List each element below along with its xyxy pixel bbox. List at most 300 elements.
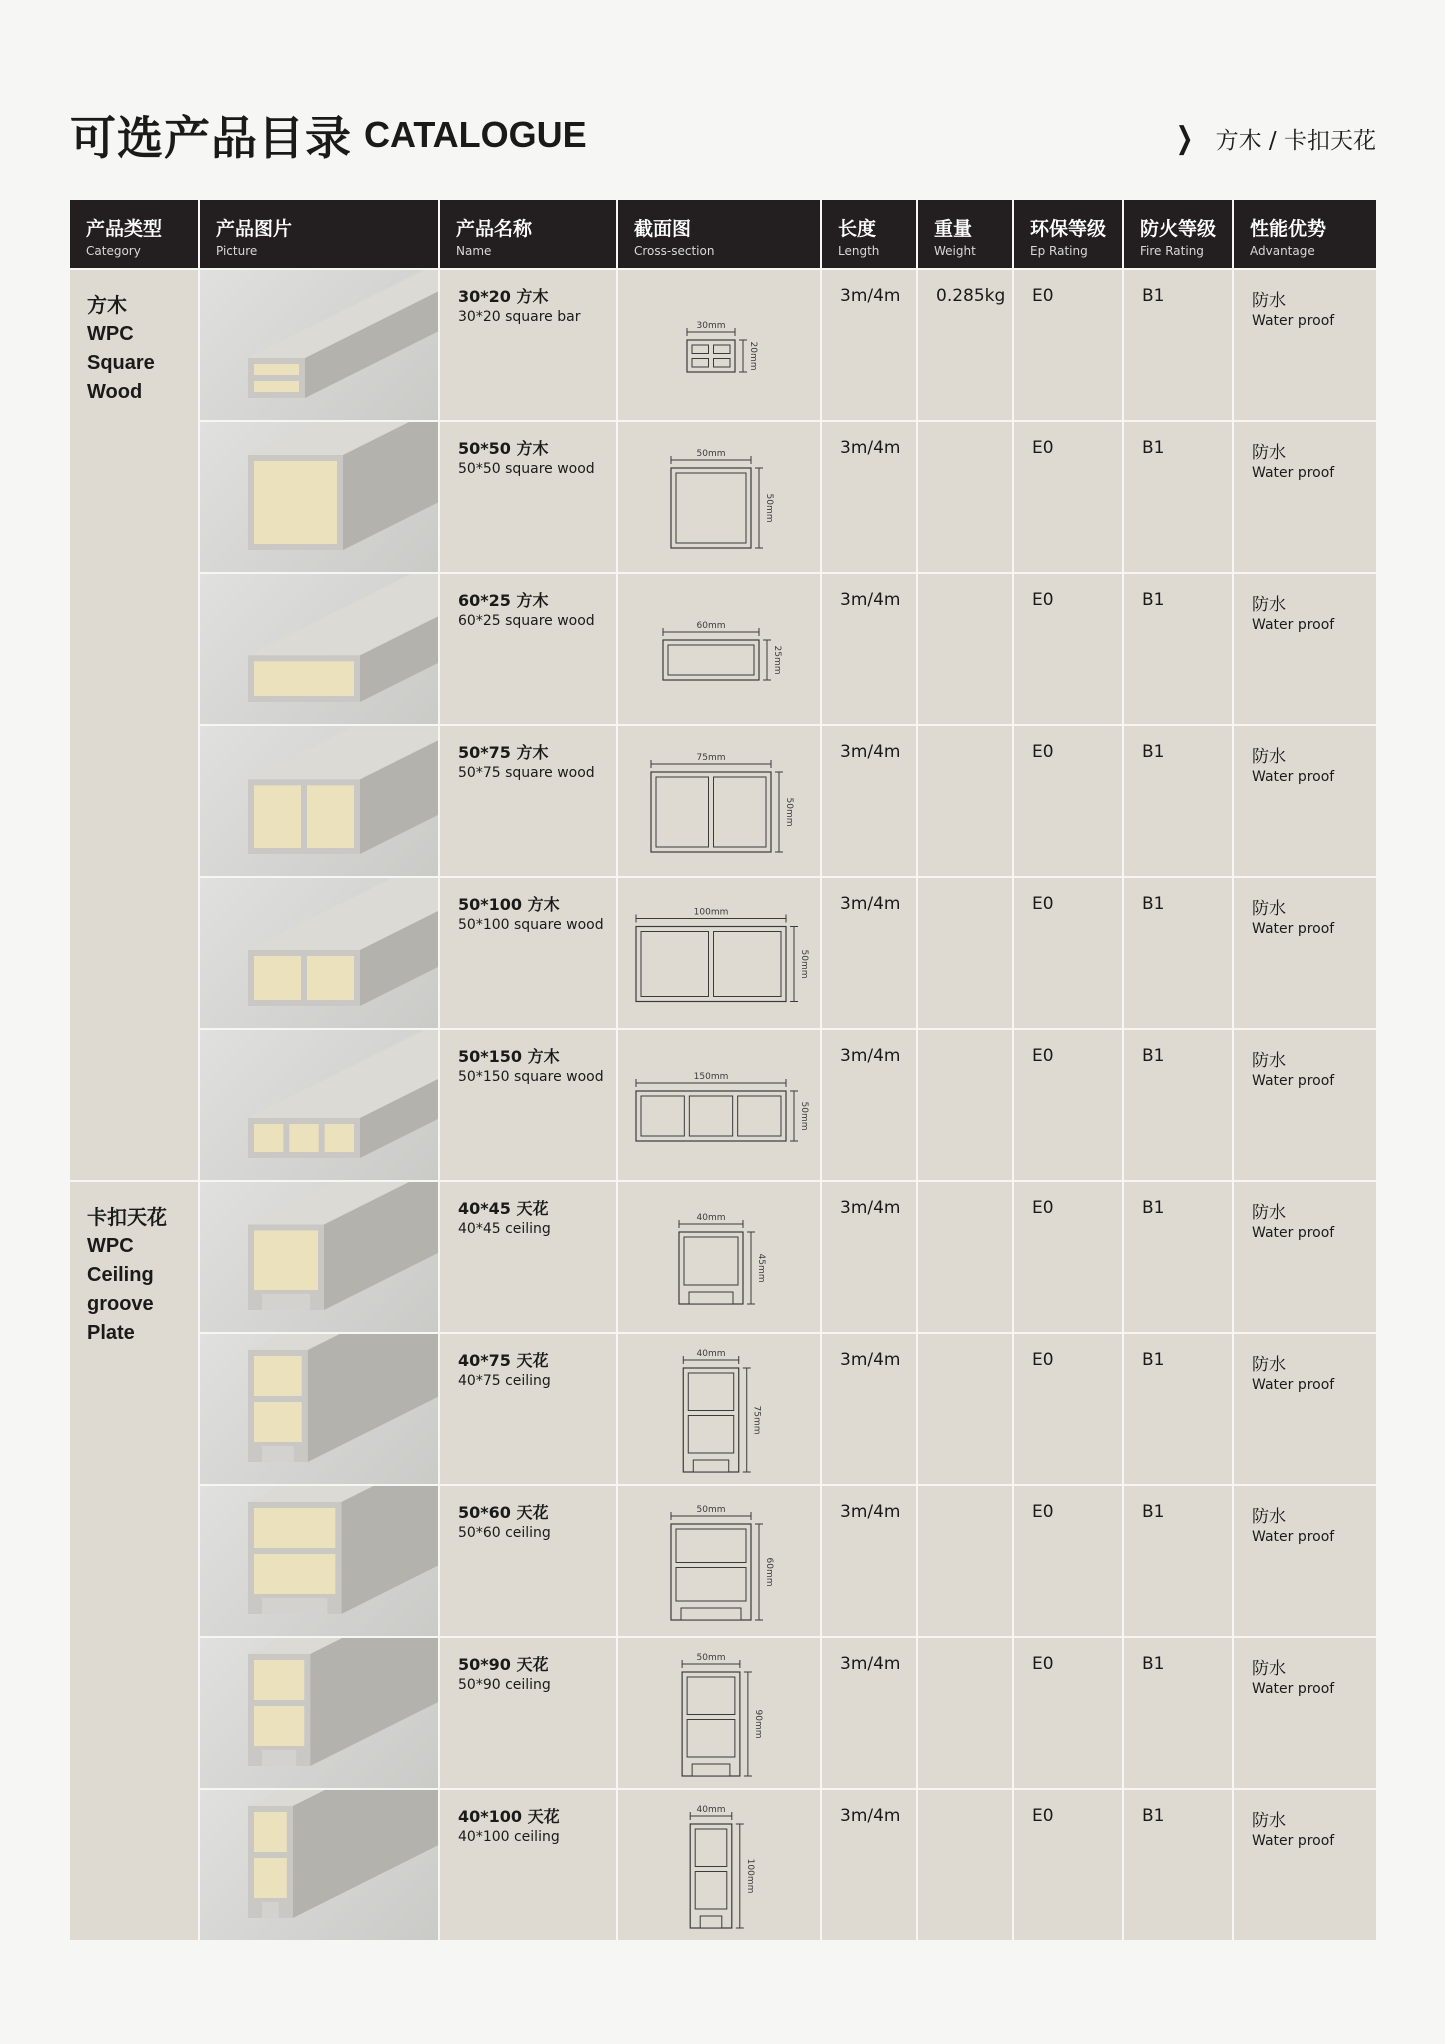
table-row — [70, 1182, 1376, 1332]
section-outline — [682, 1672, 740, 1776]
dimension-width-label: 100mm — [693, 907, 729, 918]
cross-section-cell — [618, 1790, 820, 1940]
dimension-height-label: 60mm — [764, 1557, 774, 1587]
section-hollow — [695, 1829, 727, 1867]
section-outline — [636, 927, 786, 1002]
dimension-width-label: 60mm — [696, 621, 726, 631]
product-name-cn: 50*75 方木 — [458, 743, 549, 762]
advantage-cell — [1234, 878, 1376, 1028]
length-value: 3m/4m — [822, 1486, 916, 1636]
profile-groove — [262, 1598, 327, 1614]
product-photo-0 — [200, 270, 438, 420]
ep-rating-value: E0 — [1014, 878, 1122, 1028]
profile-hollow — [254, 661, 354, 696]
profile-hollow — [254, 461, 337, 544]
product-name-en: 40*45 ceiling — [458, 1221, 551, 1237]
advantage-en: Water proof — [1252, 1377, 1335, 1393]
section-nav-label: 方木 / 卡扣天花 — [1215, 128, 1376, 154]
fire-rating-value: B1 — [1124, 1790, 1232, 1940]
weight-value — [918, 1182, 1012, 1332]
product-name-en: 30*20 square bar — [458, 309, 581, 325]
table-row — [70, 726, 1376, 876]
category-name-en: Plate — [87, 1322, 135, 1344]
ep-rating-value: E0 — [1014, 726, 1122, 876]
product-name-cn: 40*75 天花 — [458, 1351, 549, 1370]
cross-section-cell — [618, 878, 820, 1028]
catalogue-table — [70, 200, 1376, 1942]
section-groove — [693, 1460, 728, 1472]
product-name-cell — [440, 574, 616, 724]
product-picture-cell — [200, 422, 438, 572]
dimension-height-label: 45mm — [756, 1253, 766, 1283]
profile-hollow — [254, 364, 299, 375]
category-name-cn: 方木 — [87, 293, 127, 317]
advantage-cn: 防水 — [1252, 595, 1286, 615]
profile-hollow — [307, 956, 354, 1000]
product-photo-0 — [200, 1182, 438, 1332]
product-picture-cell — [200, 270, 438, 420]
ep-rating-value: E0 — [1014, 1182, 1122, 1332]
section-outline — [651, 772, 771, 852]
column-header-cn: 长度 — [838, 218, 877, 240]
table-row — [70, 1790, 1376, 1940]
table-body — [70, 268, 1376, 1942]
length-value: 3m/4m — [822, 1638, 916, 1788]
category-name-en: WPC — [87, 1235, 134, 1257]
length-value: 3m/4m — [822, 574, 916, 724]
product-picture-cell — [200, 1182, 438, 1332]
product-picture-cell — [200, 574, 438, 724]
weight-value — [918, 1030, 1012, 1180]
product-name-en: 60*25 square wood — [458, 613, 595, 629]
column-header-length — [822, 200, 916, 268]
category-name-en: groove — [87, 1293, 154, 1315]
column-header-cn: 重量 — [934, 218, 973, 240]
product-name-cn: 30*20 方木 — [458, 287, 549, 306]
weight-value — [918, 1334, 1012, 1484]
section-hollow — [714, 932, 782, 997]
chevron-right-icon: ❯ — [1176, 120, 1194, 156]
product-picture-cell — [200, 1638, 438, 1788]
cross-section-drawing-4 — [618, 878, 820, 1028]
weight-value — [918, 422, 1012, 572]
ep-rating-value: E0 — [1014, 1638, 1122, 1788]
column-divider — [916, 200, 918, 268]
product-name-cn: 50*90 天花 — [458, 1655, 549, 1674]
column-header-cross-section — [618, 200, 820, 268]
advantage-en: Water proof — [1252, 617, 1335, 633]
advantage-cn: 防水 — [1252, 747, 1286, 767]
advantage-en: Water proof — [1252, 313, 1335, 329]
section-groove — [700, 1916, 722, 1928]
dimension-width-label: 40mm — [696, 1805, 726, 1815]
cross-section-cell — [618, 1182, 820, 1332]
column-header-category — [70, 200, 198, 268]
product-photo-3 — [200, 1638, 438, 1788]
dimension-height-label: 90mm — [752, 1709, 763, 1739]
product-name-cn: 40*45 天花 — [458, 1199, 549, 1218]
cross-section-cell — [618, 422, 820, 572]
column-header-cn: 产品图片 — [216, 218, 293, 240]
advantage-cell — [1234, 1334, 1376, 1484]
table-row — [70, 1030, 1376, 1180]
product-name-cell — [440, 1486, 616, 1636]
product-photo-3 — [200, 726, 438, 876]
cross-section-drawing-5 — [618, 1030, 820, 1180]
column-header-ep-rating — [1014, 200, 1122, 268]
section-hollow — [656, 777, 709, 847]
cross-section-drawing-2 — [618, 1486, 820, 1636]
cross-section-cell — [618, 270, 820, 420]
page-title: 可选产品目录 — [70, 111, 352, 165]
advantage-cn: 防水 — [1252, 1507, 1286, 1527]
product-name-cell — [440, 1182, 616, 1332]
dimension-width-label: 30mm — [696, 321, 726, 331]
section-hollow — [738, 1096, 781, 1136]
column-header-cn: 截面图 — [634, 218, 692, 240]
table-row — [70, 1486, 1376, 1636]
product-picture-cell — [200, 1030, 438, 1180]
ep-rating-value: E0 — [1014, 422, 1122, 572]
fire-rating-value: B1 — [1124, 422, 1232, 572]
profile-hollow — [254, 1356, 302, 1396]
length-value: 3m/4m — [822, 1030, 916, 1180]
column-header-en: Name — [456, 244, 492, 258]
section-groove — [681, 1608, 741, 1620]
column-header-weight — [918, 200, 1012, 268]
cross-section-cell — [618, 574, 820, 724]
product-name-cn: 40*100 天花 — [458, 1807, 560, 1826]
length-value: 3m/4m — [822, 422, 916, 572]
profile-hollow — [254, 1124, 283, 1152]
profile-groove — [262, 1294, 310, 1310]
column-divider — [1012, 200, 1014, 268]
cross-section-cell — [618, 726, 820, 876]
cross-section-cell — [618, 1638, 820, 1788]
profile-side-face — [310, 1638, 438, 1766]
advantage-cell — [1234, 270, 1376, 420]
fire-rating-value: B1 — [1124, 878, 1232, 1028]
column-header-en: Length — [838, 244, 880, 258]
table-row — [70, 1334, 1376, 1484]
category-name-en: Wood — [87, 381, 143, 403]
length-value: 3m/4m — [822, 1182, 916, 1332]
fire-rating-value: B1 — [1124, 1030, 1232, 1180]
section-outline — [671, 1524, 751, 1620]
profile-hollow — [254, 1858, 287, 1898]
product-photo-1 — [200, 1334, 438, 1484]
advantage-cell — [1234, 726, 1376, 876]
dimension-width-label: 40mm — [696, 1349, 726, 1359]
length-value: 3m/4m — [822, 878, 916, 1028]
ep-rating-value: E0 — [1014, 1334, 1122, 1484]
fire-rating-value: B1 — [1124, 1638, 1232, 1788]
column-header-advantage — [1234, 200, 1376, 268]
column-header-cn: 性能优势 — [1250, 218, 1327, 240]
section-hollow — [641, 932, 709, 997]
dimension-width-label: 50mm — [696, 1653, 726, 1663]
profile-hollow — [254, 1706, 304, 1746]
product-name-cell — [440, 726, 616, 876]
section-hollow — [641, 1096, 684, 1136]
product-name-en: 50*60 ceiling — [458, 1525, 551, 1541]
dimension-height-label: 75mm — [751, 1405, 762, 1435]
cross-section-drawing-0 — [618, 1182, 820, 1332]
section-hollow — [695, 1872, 727, 1910]
profile-hollow — [254, 1812, 287, 1852]
dimension-height-label: 50mm — [764, 493, 774, 523]
advantage-cn: 防水 — [1252, 1659, 1286, 1679]
dimension-width-label: 50mm — [696, 449, 726, 459]
profile-hollow — [254, 1554, 335, 1594]
section-hollow — [676, 1529, 746, 1563]
column-divider — [198, 200, 200, 268]
advantage-cell — [1234, 422, 1376, 572]
dimension-height-label: 50mm — [799, 1101, 809, 1131]
product-name-cn: 60*25 方木 — [458, 591, 549, 610]
product-name-en: 50*75 square wood — [458, 765, 595, 781]
profile-side-face — [341, 1486, 438, 1614]
product-name-cell — [440, 1030, 616, 1180]
dimension-width-label: 40mm — [696, 1213, 726, 1223]
section-outline — [683, 1368, 738, 1472]
column-divider — [820, 200, 822, 268]
column-header-en: Picture — [216, 244, 258, 258]
product-photo-4 — [200, 878, 438, 1028]
product-name-en: 50*150 square wood — [458, 1069, 604, 1085]
dimension-height-label: 50mm — [799, 949, 809, 979]
advantage-en: Water proof — [1252, 1833, 1335, 1849]
section-hollow — [714, 777, 767, 847]
column-header-cn: 环保等级 — [1030, 218, 1107, 240]
product-name-cell — [440, 878, 616, 1028]
dimension-height-label: 25mm — [772, 645, 782, 675]
weight-value — [918, 1486, 1012, 1636]
product-picture-cell — [200, 1334, 438, 1484]
weight-value: 0.285kg — [918, 270, 1012, 420]
page-title-en: CATALOGUE — [364, 114, 587, 155]
product-name-en: 40*75 ceiling — [458, 1373, 551, 1389]
product-photo-2 — [200, 574, 438, 724]
profile-hollow — [254, 1660, 304, 1700]
profile-side-face — [308, 1334, 438, 1462]
section-hollow — [676, 1568, 746, 1602]
fire-rating-value: B1 — [1124, 1334, 1232, 1484]
category-name-en: Ceiling — [87, 1264, 154, 1286]
table-row — [70, 422, 1376, 572]
section-nav[interactable] — [1172, 122, 1376, 155]
column-header-en: Advantage — [1250, 244, 1315, 258]
column-header-cn: 防火等级 — [1140, 218, 1217, 240]
length-value: 3m/4m — [822, 726, 916, 876]
fire-rating-value: B1 — [1124, 1486, 1232, 1636]
advantage-cell — [1234, 1638, 1376, 1788]
product-name-en: 50*100 square wood — [458, 917, 604, 933]
advantage-en: Water proof — [1252, 1225, 1335, 1241]
ep-rating-value: E0 — [1014, 1030, 1122, 1180]
profile-hollow — [254, 1508, 335, 1548]
column-divider — [616, 200, 618, 268]
profile-hollow — [254, 381, 299, 392]
category-name-en: Square — [87, 352, 155, 374]
profile-side-face — [293, 1790, 438, 1918]
ep-rating-value: E0 — [1014, 1790, 1122, 1940]
length-value: 3m/4m — [822, 1334, 916, 1484]
advantage-en: Water proof — [1252, 465, 1335, 481]
product-name-cn: 50*150 方木 — [458, 1047, 560, 1066]
product-name-cn: 50*60 天花 — [458, 1503, 549, 1522]
product-name-en: 40*100 ceiling — [458, 1829, 560, 1845]
advantage-en: Water proof — [1252, 921, 1335, 937]
dimension-height-label: 100mm — [744, 1858, 755, 1894]
section-hollow — [676, 473, 746, 543]
product-photo-2 — [200, 1486, 438, 1636]
cross-section-drawing-3 — [618, 726, 820, 876]
cross-section-drawing-1 — [618, 1334, 820, 1484]
section-hollow — [668, 645, 754, 675]
dimension-height-label: 20mm — [748, 341, 758, 371]
profile-hollow — [289, 1124, 318, 1152]
advantage-cell — [1234, 574, 1376, 724]
profile-hollow — [307, 785, 354, 848]
dimension-width-label: 150mm — [693, 1072, 729, 1082]
section-hollow — [714, 359, 731, 368]
product-picture-cell — [200, 1790, 438, 1940]
column-header-en: Cross-section — [634, 244, 715, 258]
advantage-cn: 防水 — [1252, 1051, 1286, 1071]
product-name-en: 50*90 ceiling — [458, 1677, 551, 1693]
product-name-cell — [440, 1638, 616, 1788]
cross-section-drawing-2 — [618, 574, 820, 724]
column-header-cn: 产品名称 — [456, 218, 533, 240]
ep-rating-value: E0 — [1014, 270, 1122, 420]
product-picture-cell — [200, 1486, 438, 1636]
profile-hollow — [254, 1231, 318, 1291]
cross-section-cell — [618, 1030, 820, 1180]
profile-hollow — [254, 785, 301, 848]
section-hollow — [687, 1720, 735, 1758]
column-header-en: Category — [86, 244, 141, 258]
product-photo-1 — [200, 422, 438, 572]
profile-hollow — [254, 1402, 302, 1442]
advantage-en: Water proof — [1252, 1073, 1335, 1089]
fire-rating-value: B1 — [1124, 726, 1232, 876]
advantage-cn: 防水 — [1252, 899, 1286, 919]
section-hollow — [688, 1373, 733, 1411]
length-value: 3m/4m — [822, 1790, 916, 1940]
section-hollow — [689, 1096, 732, 1136]
column-divider — [1122, 200, 1124, 268]
advantage-cn: 防水 — [1252, 291, 1286, 311]
column-divider — [438, 200, 440, 268]
product-photo-4 — [200, 1790, 438, 1940]
section-hollow — [692, 359, 709, 368]
profile-groove — [262, 1446, 294, 1462]
profile-groove — [262, 1750, 296, 1766]
column-header-picture — [200, 200, 438, 268]
weight-value — [918, 726, 1012, 876]
table-row — [70, 878, 1376, 1028]
section-groove — [692, 1764, 730, 1776]
fire-rating-value: B1 — [1124, 574, 1232, 724]
product-picture-cell — [200, 878, 438, 1028]
column-header-fire-rating — [1124, 200, 1232, 268]
dimension-width-label: 50mm — [696, 1505, 726, 1515]
advantage-cell — [1234, 1486, 1376, 1636]
advantage-cn: 防水 — [1252, 1355, 1286, 1375]
category-name-en: WPC — [87, 323, 134, 345]
table-row — [70, 270, 1376, 420]
cross-section-drawing-0 — [618, 270, 820, 420]
cross-section-drawing-1 — [618, 422, 820, 572]
section-hollow — [688, 1416, 733, 1454]
column-header-en: Ep Rating — [1030, 244, 1088, 258]
advantage-cell — [1234, 1182, 1376, 1332]
advantage-cell — [1234, 1030, 1376, 1180]
product-name-cell — [440, 1334, 616, 1484]
column-header-name — [440, 200, 616, 268]
fire-rating-value: B1 — [1124, 270, 1232, 420]
dimension-width-label: 75mm — [696, 753, 726, 763]
profile-hollow — [254, 956, 301, 1000]
section-outline — [663, 640, 759, 680]
product-name-en: 50*50 square wood — [458, 461, 595, 477]
page-header — [70, 96, 1376, 166]
cross-section-drawing-4 — [618, 1790, 820, 1940]
table-header — [70, 200, 1376, 268]
advantage-en: Water proof — [1252, 1681, 1335, 1697]
product-name-cell — [440, 422, 616, 572]
cross-section-cell — [618, 1334, 820, 1484]
advantage-cn: 防水 — [1252, 443, 1286, 463]
section-outline — [690, 1824, 732, 1928]
ep-rating-value: E0 — [1014, 1486, 1122, 1636]
table-row — [70, 574, 1376, 724]
profile-groove — [262, 1902, 279, 1918]
profile-hollow — [325, 1124, 354, 1152]
advantage-cn: 防水 — [1252, 1811, 1286, 1831]
section-outline — [671, 468, 751, 548]
advantage-cell — [1234, 1790, 1376, 1940]
column-header-en: Weight — [934, 244, 976, 258]
advantage-en: Water proof — [1252, 1529, 1335, 1545]
section-groove — [689, 1292, 733, 1304]
weight-value — [918, 574, 1012, 724]
cross-section-drawing-3 — [618, 1638, 820, 1788]
cross-section-cell — [618, 1486, 820, 1636]
product-name-cell — [440, 1790, 616, 1940]
advantage-en: Water proof — [1252, 769, 1335, 785]
column-header-en: Fire Rating — [1140, 244, 1204, 258]
section-hollow — [687, 1677, 735, 1715]
weight-value — [918, 1638, 1012, 1788]
weight-value — [918, 1790, 1012, 1940]
section-outline — [636, 1091, 786, 1141]
product-photo-5 — [200, 1030, 438, 1180]
weight-value — [918, 878, 1012, 1028]
section-hollow — [692, 345, 709, 354]
table-row — [70, 1638, 1376, 1788]
section-hollow — [684, 1237, 738, 1285]
product-name-cn: 50*50 方木 — [458, 439, 549, 458]
section-hollow — [714, 345, 731, 354]
length-value: 3m/4m — [822, 270, 916, 420]
dimension-height-label: 50mm — [784, 797, 794, 827]
product-name-cn: 50*100 方木 — [458, 895, 560, 914]
fire-rating-value: B1 — [1124, 1182, 1232, 1332]
column-header-cn: 产品类型 — [86, 218, 163, 240]
product-picture-cell — [200, 726, 438, 876]
